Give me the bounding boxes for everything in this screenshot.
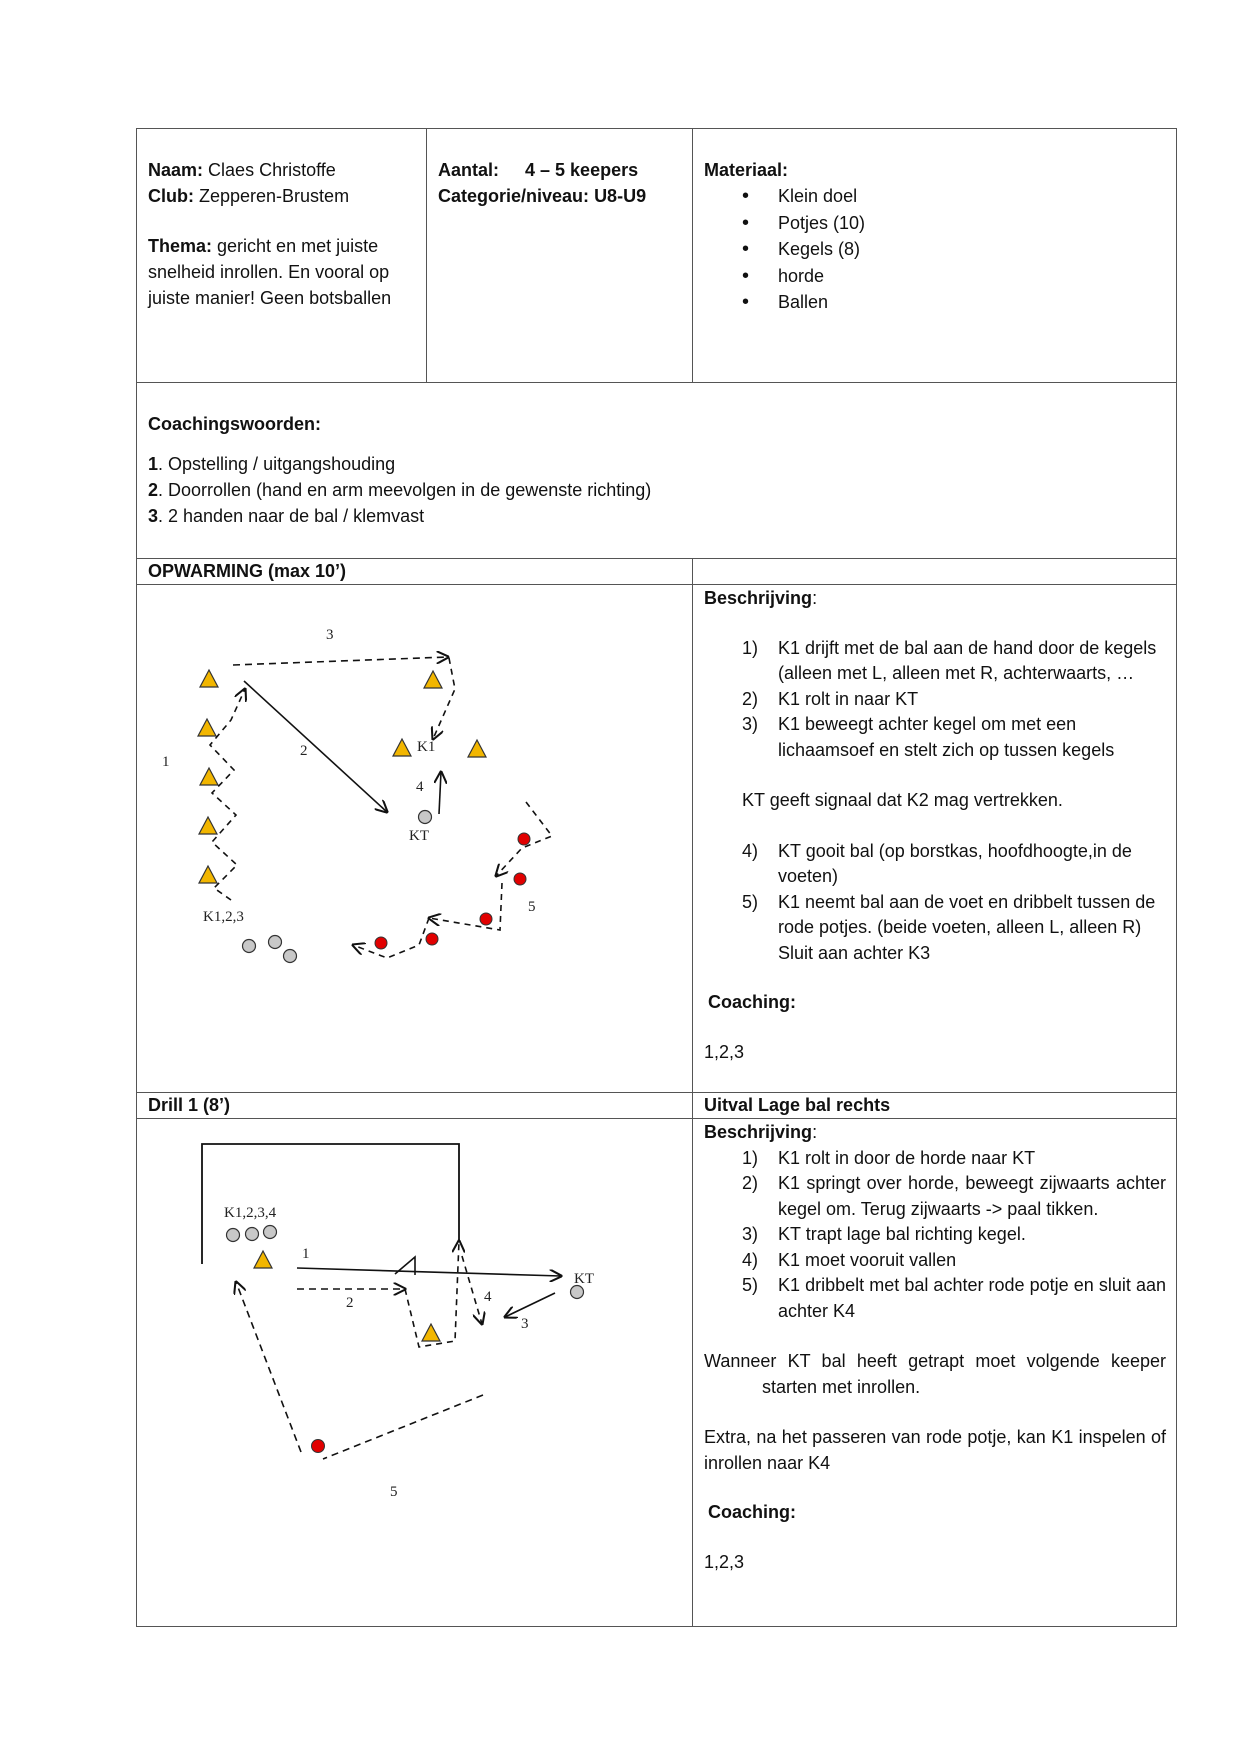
- materiaal-label: Materiaal:: [704, 160, 789, 180]
- opwarming-right-title-cell: [693, 559, 1177, 585]
- materiaal-item: • horde: [704, 263, 1166, 290]
- red-pot-icon: [375, 937, 387, 949]
- drill1-steps: [704, 1146, 1166, 1325]
- path-label: 3: [521, 1316, 529, 1332]
- drill1-title: Drill 1 (8’): [148, 1095, 231, 1115]
- red-pot-icon: [426, 933, 438, 945]
- opwarming-steps: [704, 636, 1166, 764]
- player-icon: [246, 1228, 259, 1241]
- opwarming-diagram-cell: [137, 585, 693, 1093]
- materiaal-cell: [693, 129, 1177, 383]
- info-cell: [137, 129, 427, 383]
- cone-icon: [198, 719, 216, 736]
- step-item: 5) K1 dribbelt met bal achter rode potje en sluit aan achter K4: [742, 1275, 1167, 1321]
- cone-icon: [393, 739, 411, 756]
- cone-icon: [424, 671, 442, 688]
- coaching-label: Coaching:: [708, 1502, 797, 1522]
- coaching-word-item: 3. 2 handen naar de bal / klemvast: [148, 506, 425, 526]
- signal-text: KT geeft signaal dat K2 mag vertrekken.: [742, 790, 1063, 810]
- coaching-words-title: Coachingswoorden:: [148, 414, 322, 434]
- step-item: 2) K1 rolt in naar KT: [742, 688, 919, 709]
- path-label: 5: [528, 899, 536, 915]
- keeper-label: KT: [409, 828, 429, 844]
- path-label: 2: [300, 743, 308, 759]
- drill1-description-cell: Beschrijving: 1) K1 rolt in door de horde naar KT 2) K1 springt over horde, beweegt zijwaarts achter kegel om. Terug zijwaarts -> paal tikken. 3) KT trapt lage bal richting kegel. 4) K1 moet vooruit vallen 5) K1 dribbelt met bal achter rode potje en sluit aan achter K4 Wanneer KT bal heeft getrapt moet volgende keeper starten met inrollen. Extra, na het passeren van rode potje, kan K1 inspelen of inrollen naar K4 Coaching: 1,2,3: [693, 1119, 1177, 1627]
- player-icon: [227, 1229, 240, 1242]
- categorie-value: U8-U9: [594, 186, 647, 206]
- aantal-cell: [427, 129, 693, 383]
- red-pot-icon: [480, 913, 492, 925]
- path-label: 1: [302, 1246, 310, 1262]
- aantal-value: 4 – 5 keepers: [525, 160, 639, 180]
- step-item: 5) K1 neemt bal aan de voet en dribbelt tussen de rode potjes. (beide voeten, alleen L, alleen R) Sluit aan achter K3: [742, 891, 1156, 963]
- naam-label: Naam:: [148, 160, 204, 180]
- coaching-words-cell: [137, 383, 1177, 559]
- coaching-value: 1,2,3: [704, 1551, 745, 1572]
- club-value: Zepperen-Brustem: [199, 186, 350, 206]
- red-pot-icon: [514, 873, 526, 885]
- hurdle-icon: [395, 1257, 415, 1275]
- cone-icon: [468, 740, 486, 757]
- drill1-diagram-cell: [137, 1119, 693, 1627]
- group-label: K1,2,3: [203, 909, 244, 925]
- path-label: 4: [416, 779, 424, 795]
- red-pot-icon: [312, 1440, 325, 1453]
- red-pot-icon: [518, 833, 530, 845]
- coaching-word-item: 1. Opstelling / uitgangshouding: [148, 454, 396, 474]
- club-label: Club:: [148, 186, 194, 206]
- materiaal-item: • Klein doel: [704, 183, 1166, 210]
- coaching-label: Coaching:: [708, 992, 797, 1012]
- keeper-trainer-icon: [419, 811, 432, 824]
- drill1-right-title-cell: [693, 1093, 1177, 1119]
- drill1-extra: Extra, na het passeren van rode potje, kan K1 inspelen of inrollen naar K4: [704, 1427, 1167, 1473]
- cone-icon: [422, 1324, 440, 1341]
- cone-icon: [199, 866, 217, 883]
- step-item: 2) K1 springt over horde, beweegt zijwaarts achter kegel om. Terug zijwaarts -> paal tikken.: [742, 1173, 1167, 1219]
- beschrijving-label: Beschrijving: [704, 1122, 813, 1142]
- step-item: 1) K1 drijft met de bal aan de hand door de kegels (alleen met L, alleen met R, achterwaarts, …: [742, 637, 1157, 683]
- player-icon: [264, 1226, 277, 1239]
- drill1-note: Wanneer KT bal heeft getrapt moet volgende keeper starten met inrollen.: [704, 1351, 1167, 1397]
- drill1-title-cell: [137, 1093, 693, 1119]
- opwarming-title-cell: [137, 559, 693, 585]
- step-item: 3) K1 beweegt achter kegel om met een lichaamsoef en stelt zich op tussen kegels: [742, 714, 1115, 760]
- categorie-label: Categorie/niveau:: [438, 186, 590, 206]
- opwarming-description-cell: Beschrijving: 1) K1 drijft met de bal aan de hand door de kegels (alleen met L, alleen met R, achterwaarts, … 2) K1 rolt in naar KT 3) K1 beweegt achter kegel om met een lichaamsoef en stelt zich op tussen kegels KT geeft signaal dat K2 mag vertrekken. 4) KT gooit bal (op borstkas, hoofdhoogte,in de voeten) 5) K1 neemt bal aan de voet en dribbelt tussen de rode potjes. (beide voeten, alleen L, alleen R) Sluit aan achter K3 Coaching: 1,2,3: [693, 585, 1177, 1093]
- step-item: 3) KT trapt lage bal richting kegel.: [742, 1224, 1026, 1244]
- cone-label: K1: [417, 739, 436, 755]
- opwarming-title: OPWARMING (max 10’): [148, 561, 347, 581]
- thema-label: Thema:: [148, 236, 213, 256]
- materiaal-item: • Ballen: [704, 289, 1166, 316]
- materiaal-item: • Potjes (10): [704, 210, 1166, 237]
- step-item: 1) K1 rolt in door de horde naar KT: [742, 1147, 1036, 1168]
- step-item: 4) K1 moet vooruit vallen: [742, 1249, 957, 1270]
- cone-icon: [200, 768, 218, 785]
- keeper-trainer-icon: [571, 1286, 584, 1299]
- group-label: K1,2,3,4: [224, 1205, 277, 1221]
- player-icon: [284, 950, 297, 963]
- cone-icon: [199, 817, 217, 834]
- step-item: 4) KT gooit bal (op borstkas, hoofdhoogte,in de voeten): [742, 840, 1132, 886]
- aantal-label: Aantal:: [438, 160, 500, 180]
- goal-icon: [202, 1144, 459, 1264]
- cone-icon: [254, 1251, 272, 1268]
- beschrijving-label: Beschrijving: [704, 588, 813, 608]
- coaching-value: 1,2,3: [704, 1041, 745, 1062]
- keeper-label: KT: [574, 1271, 594, 1287]
- naam-value: Claes Christoffe: [208, 160, 336, 180]
- training-table: [136, 128, 1177, 1627]
- training-sheet: [136, 128, 1176, 1627]
- coaching-word-item: 2. Doorrollen (hand en arm meevolgen in de gewenste richting): [148, 480, 652, 500]
- drill1-diagram: [137, 1119, 631, 1625]
- opwarming-steps-b: [704, 839, 1166, 967]
- path-label: 4: [484, 1289, 492, 1305]
- materiaal-item: • Kegels (8): [704, 236, 1166, 263]
- path-label: 3: [326, 627, 334, 643]
- path-label: 2: [346, 1295, 354, 1311]
- opwarming-diagram: [137, 585, 631, 1091]
- cone-icon: [200, 670, 218, 687]
- player-icon: [243, 940, 256, 953]
- path-label: 1: [162, 754, 170, 770]
- path-label: 5: [390, 1484, 398, 1500]
- materiaal-list: [704, 183, 1166, 316]
- player-icon: [269, 936, 282, 949]
- drill1-subtitle: Uitval Lage bal rechts: [704, 1095, 891, 1115]
- thema-value: gericht en met juiste snelheid inrollen. En vooral op juiste manier! Geen botsballen: [148, 236, 392, 308]
